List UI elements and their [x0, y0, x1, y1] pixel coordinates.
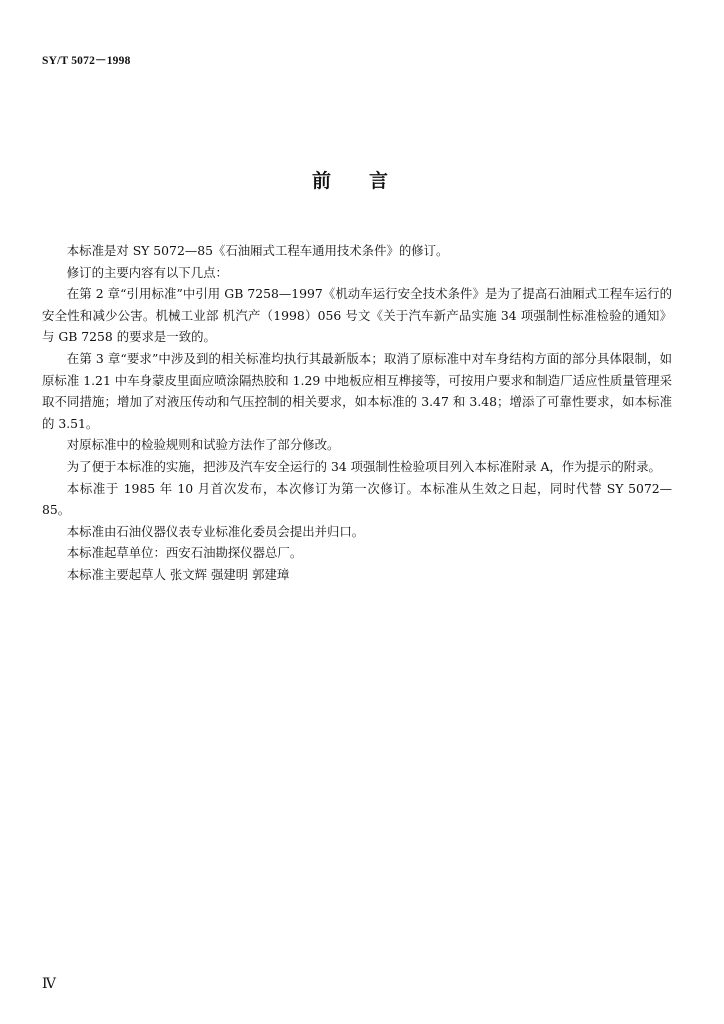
paragraph-chapter3-requirements: 在第 3 章“要求”中涉及到的相关标准均执行其最新版本；取消了原标准中对车身结构方面的部分具体限制，如原标准 1.21 中车身蒙皮里面应喷涂隔热胶和 1.29 中地板应相互榫接等，可按用户要求和制造厂适应性质量管理采取不同措施；增加了对液压传动和气压控制的相关要求，如本标准的 3.47 和 3.48；增添了可靠性要求，如本标准的 3.51。	[42, 350, 672, 431]
page-title: 前言	[312, 170, 427, 192]
paragraph-publication-history: 本标准于 1985 年 10 月首次发布，本次修订为第一次修订。本标准从生效之日起，同时代替 SY 5072—85。	[42, 480, 672, 518]
paragraph-test-methods: 对原标准中的检验规则和试验方法作了部分修改。	[66, 437, 340, 453]
paragraph-main-changes-intro: 修订的主要内容有以下几点：	[66, 264, 228, 280]
paragraph-chapter2-references: 在第 2 章“引用标准”中引用 GB 7258—1997《机动车运行安全技术条件》是为了提高石油厢式工程车运行的安全性和减少公害。机械工业部 机汽产（1998）056 号文《关于汽车新产品实施 34 项强制性标准检验的通知》与 GB 7258 的要求是一致的。	[42, 286, 672, 345]
foreword-body	[42, 240, 672, 586]
paragraph-drafting-unit: 本标准起草单位：西安石油勘探仪器总厂。	[66, 545, 303, 561]
paragraph-revision-statement: 本标准是对 SY 5072—85《石油厢式工程车通用技术条件》的修订。	[66, 243, 449, 258]
page-number: Ⅳ	[42, 977, 56, 992]
paragraph-appendix-a: 为了便于本标准的实施，把涉及汽车安全运行的 34 项强制性检验项目列入本标准附录 A，作为提示的附录。	[66, 458, 661, 474]
paragraph-proposer: 本标准由石油仪器仪表专业标准化委员会提出并归口。	[66, 523, 365, 539]
paragraph-drafters: 本标准主要起草人 张文辉 强建明 郭建璋	[66, 566, 290, 582]
document-number: SY/T 5072－1998	[42, 55, 131, 67]
